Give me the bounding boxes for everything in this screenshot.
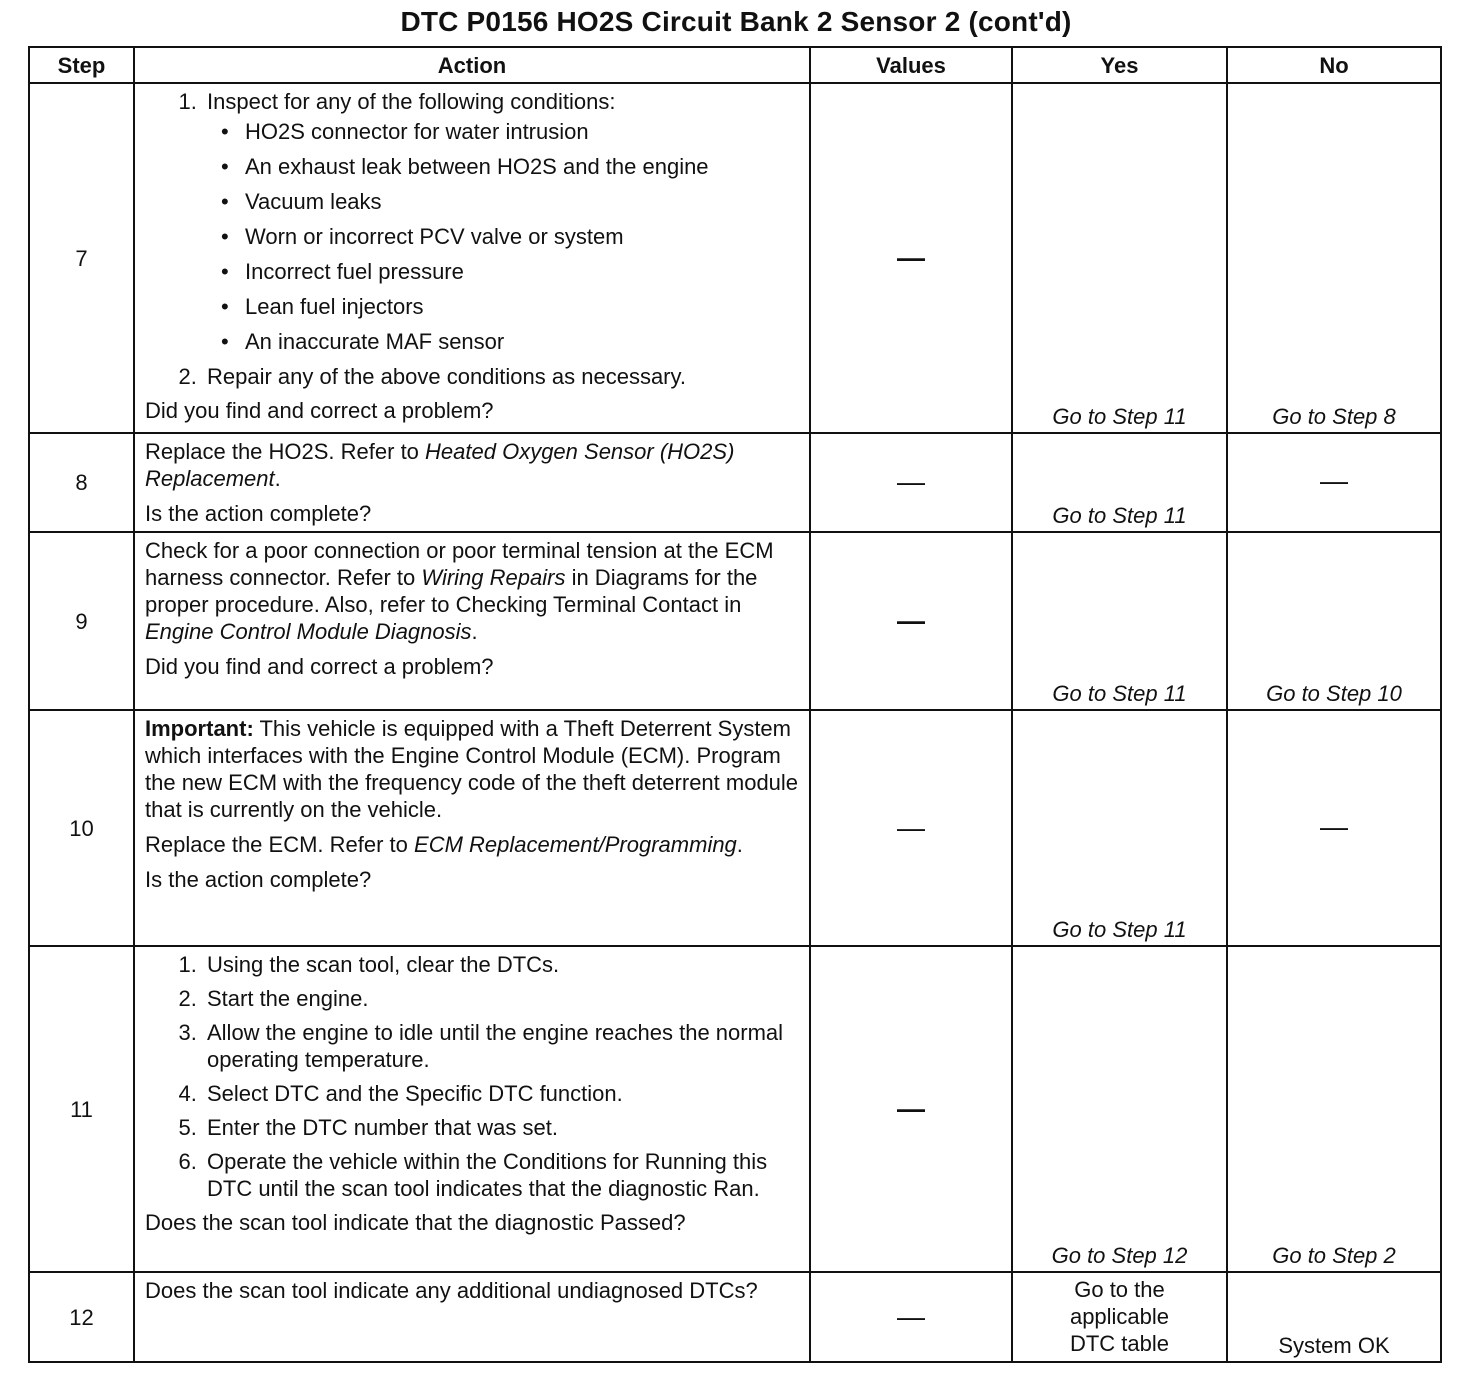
important-text: This vehicle is equipped with a Theft Deterrent System which interfaces with the Engine Control Module (ECM). Program the new ECM with the frequency code of the theft deterrent module that is currently on the vehicle.: [145, 716, 799, 822]
list-item: • Worn or incorrect PCV valve or system: [241, 223, 799, 250]
values-cell: [810, 1272, 1012, 1362]
list-item: • Vacuum leaks: [241, 188, 799, 215]
yes-result: Go to Step 11: [1052, 681, 1187, 706]
step-number: 10: [29, 710, 134, 946]
list-item: 6. Operate the vehicle within the Conditions for Running this DTC until the scan tool indicates that the diagnostic Ran.: [203, 1148, 799, 1202]
values-dash: —: [897, 1092, 925, 1124]
action-question: Did you find and correct a problem?: [145, 398, 494, 423]
no-result: Go to Step 8: [1272, 404, 1396, 429]
step-number: 8: [29, 433, 134, 532]
yes-cell: [1012, 1272, 1227, 1362]
table-header-row: [29, 47, 1441, 83]
action-text: [145, 831, 799, 858]
step-number: 9: [29, 532, 134, 710]
table-row: [29, 532, 1441, 710]
reference-link-text: ECM Replacement/Programming: [414, 832, 737, 857]
list-item: • HO2S connector for water intrusion: [241, 118, 799, 145]
yes-cell: [1012, 83, 1227, 433]
step-number: 11: [29, 946, 134, 1272]
important-label: Important:: [145, 716, 254, 741]
no-cell: [1227, 710, 1441, 946]
list-item: • An inaccurate MAF sensor: [241, 328, 799, 355]
column-header-yes: Yes: [1012, 47, 1227, 83]
action-question: Does the scan tool indicate that the diagnostic Passed?: [145, 1210, 686, 1235]
no-result: System OK: [1278, 1333, 1390, 1358]
values-dash: —: [897, 811, 925, 843]
yes-result: Go to Step 11: [1052, 503, 1187, 528]
values-cell: [810, 710, 1012, 946]
values-dash: —: [897, 466, 925, 497]
action-list: [145, 88, 799, 390]
column-header-action: Action: [134, 47, 810, 83]
list-item: 3. Allow the engine to idle until the engine reaches the normal operating temperature.: [203, 1019, 799, 1073]
action-question: Is the action complete?: [145, 867, 372, 892]
action-cell: [134, 532, 810, 710]
yes-cell: [1012, 532, 1227, 710]
table-row: [29, 710, 1441, 946]
no-result: —: [1320, 810, 1348, 842]
values-cell: [810, 532, 1012, 710]
no-cell: [1227, 83, 1441, 433]
column-header-step: Step: [29, 47, 134, 83]
diagnostic-table: [28, 46, 1442, 1363]
table-row: [29, 83, 1441, 433]
list-item: • Lean fuel injectors: [241, 293, 799, 320]
yes-cell: [1012, 433, 1227, 532]
values-cell: [810, 433, 1012, 532]
table-row: [29, 946, 1441, 1272]
reference-link-text: Heated Oxygen Sensor (HO2S) Replacement: [145, 439, 735, 491]
action-question: Is the action complete?: [145, 501, 372, 526]
yes-result: Go to Step 11: [1052, 404, 1187, 429]
values-dash: —: [897, 241, 925, 273]
no-result: Go to Step 10: [1266, 681, 1402, 706]
action-text-part: .: [736, 832, 743, 857]
yes-result: Go to Step 11: [1052, 917, 1187, 942]
no-cell: [1227, 433, 1441, 532]
action-text-part: in Diagrams for the proper procedure. Also, refer to Checking Terminal Contact in: [145, 565, 758, 617]
list-item: 4. Select DTC and the Specific DTC function.: [203, 1080, 799, 1107]
column-header-values: Values: [810, 47, 1012, 83]
no-result: —: [1320, 465, 1348, 496]
list-item: 2. Start the engine.: [203, 985, 799, 1012]
action-cell: [134, 710, 810, 946]
table-row: [29, 433, 1441, 532]
column-header-no: No: [1227, 47, 1441, 83]
list-item: [203, 88, 799, 355]
list-item: 1. Using the scan tool, clear the DTCs.: [203, 951, 799, 978]
step-number: 7: [29, 83, 134, 433]
no-cell: [1227, 532, 1441, 710]
action-cell: [134, 433, 810, 532]
yes-result: Go to the applicable DTC table: [1069, 1276, 1170, 1356]
action-text-part: Check for a poor connection or poor terminal tension at the ECM harness connector. Refer to: [145, 538, 774, 590]
reference-link-text: Engine Control Module Diagnosis: [145, 619, 472, 644]
action-text-part: .: [471, 619, 478, 644]
action-text: [145, 537, 799, 645]
action-question: Did you find and correct a problem?: [145, 654, 494, 679]
condition-list: [207, 118, 799, 355]
action-text-part: Replace the ECM. Refer to: [145, 832, 415, 857]
yes-cell: [1012, 946, 1227, 1272]
no-cell: [1227, 1272, 1441, 1362]
values-cell: [810, 83, 1012, 433]
reference-link-text: Wiring Repairs: [421, 565, 566, 590]
table-row: [29, 1272, 1441, 1362]
important-note: [145, 715, 799, 823]
action-question: Does the scan tool indicate any additional undiagnosed DTCs?: [145, 1278, 758, 1303]
no-cell: [1227, 946, 1441, 1272]
page-title: DTC P0156 HO2S Circuit Bank 2 Sensor 2 (cont'd): [400, 6, 1072, 37]
action-list: [145, 951, 799, 1202]
list-item: • An exhaust leak between HO2S and the engine: [241, 153, 799, 180]
step-number: 12: [29, 1272, 134, 1362]
action-text-part: .: [274, 466, 281, 491]
action-cell: [134, 946, 810, 1272]
list-item: 5. Enter the DTC number that was set.: [203, 1114, 799, 1141]
list-item: • Incorrect fuel pressure: [241, 258, 799, 285]
action-text-part: Replace the HO2S. Refer to: [145, 439, 426, 464]
no-result: Go to Step 2: [1272, 1243, 1396, 1268]
list-item-text: Inspect for any of the following conditions:: [207, 89, 616, 114]
values-cell: [810, 946, 1012, 1272]
action-cell: [134, 83, 810, 433]
action-text: [145, 438, 799, 492]
yes-result: Go to Step 12: [1051, 1243, 1188, 1268]
list-item: 2. Repair any of the above conditions as necessary.: [203, 363, 799, 390]
action-cell: [134, 1272, 810, 1362]
yes-cell: [1012, 710, 1227, 946]
values-dash: —: [897, 1300, 925, 1332]
values-dash: —: [897, 604, 925, 636]
